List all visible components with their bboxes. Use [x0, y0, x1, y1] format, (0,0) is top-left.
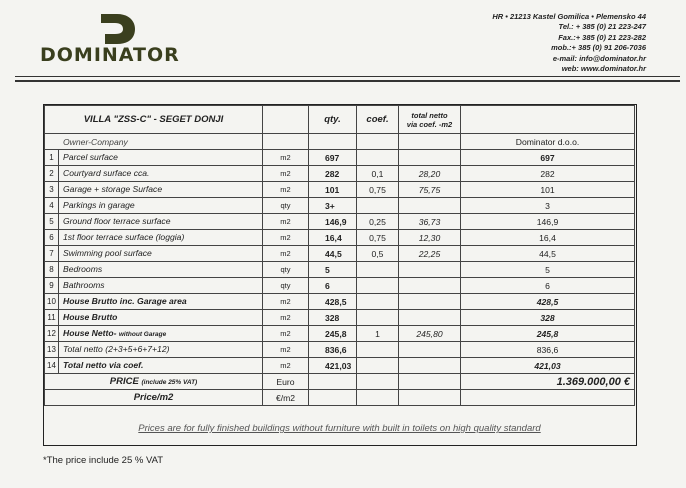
contact-email: e-mail: info@dominator.hr	[552, 53, 646, 63]
table-row	[45, 214, 635, 230]
row-label-cell	[45, 150, 263, 166]
row-unit: m2	[263, 342, 309, 358]
header-net	[399, 106, 461, 134]
row-unit: m2	[263, 294, 309, 310]
row-label: Courtyard surface cca.	[63, 168, 150, 178]
row-unit: qty	[263, 262, 309, 278]
row-coef: 1	[357, 326, 399, 342]
price-label: PRICE	[109, 376, 139, 387]
table-row	[45, 342, 635, 358]
row-number: 9	[45, 278, 59, 293]
row-price: 44,5	[461, 246, 635, 262]
row-unit: m2	[263, 214, 309, 230]
row-net: 245,80	[399, 326, 461, 342]
price-m2-row	[45, 390, 635, 406]
table-row	[45, 310, 635, 326]
price-sheet	[43, 104, 637, 446]
row-net	[399, 342, 461, 358]
price-value: 1.369.000,00 €	[461, 374, 635, 390]
header-net-line2: via coef. -m2	[406, 119, 453, 129]
row-label: Total netto via coef.	[63, 360, 144, 370]
row-price: 245,8	[461, 326, 635, 342]
row-label: House Netto-	[63, 328, 117, 338]
contact-fax: Fax.:+ 385 (0) 21 223-282	[558, 32, 646, 42]
row-qty: 328	[309, 310, 357, 326]
row-label-cell	[45, 246, 263, 262]
row-price: 6	[461, 278, 635, 294]
row-coef	[357, 278, 399, 294]
vat-footnote: *The price include 25 % VAT	[43, 455, 164, 466]
table-row	[45, 278, 635, 294]
row-label-cell	[45, 294, 263, 310]
row-number: 3	[45, 182, 59, 197]
row-label-cell	[45, 310, 263, 326]
row-number: 5	[45, 214, 59, 229]
row-number: 12	[45, 326, 59, 341]
table-title: VILLA "ZSS-C" - SEGET DONJI	[45, 106, 263, 134]
row-coef	[357, 358, 399, 374]
row-label-cell	[45, 262, 263, 278]
row-label-cell	[45, 358, 263, 374]
row-qty: 16,4	[309, 230, 357, 246]
row-unit: m2	[263, 150, 309, 166]
row-price: 428,5	[461, 294, 635, 310]
table-row	[45, 246, 635, 262]
row-net: 12,30	[399, 230, 461, 246]
row-price: 697	[461, 150, 635, 166]
price-m2-label: Price/m2	[45, 390, 263, 406]
row-net	[399, 198, 461, 214]
header-unit-cell	[263, 106, 309, 134]
contact-address: HR • 21213 Kastel Gomilica • Plemensko 44	[492, 12, 646, 21]
row-label: House Brutto inc. Garage area	[63, 296, 187, 306]
row-price: 836,6	[461, 342, 635, 358]
table-row	[45, 326, 635, 342]
table-row	[45, 230, 635, 246]
row-coef: 0,1	[357, 166, 399, 182]
row-qty: 282	[309, 166, 357, 182]
header-net-line1: total netto	[411, 110, 448, 120]
table-row	[45, 198, 635, 214]
row-qty: 5	[309, 262, 357, 278]
row-price: 421,03	[461, 358, 635, 374]
header-rule-top	[15, 76, 680, 77]
row-net	[399, 358, 461, 374]
price-row	[45, 374, 635, 390]
row-coef	[357, 198, 399, 214]
row-label: Swimming pool surface	[63, 248, 152, 258]
row-label-cell	[45, 182, 263, 198]
row-price: 101	[461, 182, 635, 198]
row-label-cell	[45, 278, 263, 294]
row-number: 2	[45, 166, 59, 181]
spec-table	[44, 105, 635, 406]
row-qty: 245,8	[309, 326, 357, 342]
row-net: 28,20	[399, 166, 461, 182]
row-coef: 0,75	[357, 182, 399, 198]
row-net: 22,25	[399, 246, 461, 262]
row-qty: 428,5	[309, 294, 357, 310]
row-label: Parkings in garage	[63, 200, 135, 210]
row-label: House Brutto	[63, 312, 118, 322]
row-label: Total netto (2+3+5+6+7+12)	[63, 344, 170, 354]
header-price-cell	[461, 106, 635, 134]
row-label: Bathrooms	[63, 280, 105, 290]
row-label-cell	[45, 198, 263, 214]
row-label-sub: without Garage	[118, 331, 167, 338]
row-label-cell	[45, 326, 263, 342]
row-label: Parcel surface	[63, 152, 118, 162]
table-row	[45, 166, 635, 182]
contact-info	[492, 12, 646, 74]
table-row	[45, 358, 635, 374]
row-unit: m2	[263, 246, 309, 262]
row-qty: 146,9	[309, 214, 357, 230]
contact-web: web: www.dominator.hr	[561, 64, 646, 74]
row-coef: 0,75	[357, 230, 399, 246]
row-coef	[357, 262, 399, 278]
row-unit: m2	[263, 230, 309, 246]
row-net: 75,75	[399, 182, 461, 198]
header-coef: coef.	[357, 106, 399, 134]
brand-name: DOMINATOR	[40, 44, 180, 66]
owner-value: Dominator d.o.o.	[461, 134, 635, 150]
row-qty: 3+	[309, 198, 357, 214]
contact-tel: Tel.: + 385 (0) 21 223-247	[558, 22, 646, 32]
contact-mobile: mob.:+ 385 (0) 91 206-7036	[551, 43, 646, 53]
row-qty: 836,6	[309, 342, 357, 358]
row-unit: m2	[263, 310, 309, 326]
row-unit: qty	[263, 278, 309, 294]
row-price: 5	[461, 262, 635, 278]
row-number: 11	[45, 310, 59, 325]
row-number: 13	[45, 342, 59, 357]
header-rule-bottom	[15, 80, 680, 82]
row-coef	[357, 342, 399, 358]
row-label: 1st floor terrace surface (loggia)	[63, 232, 185, 242]
row-price: 3	[461, 198, 635, 214]
row-price: 146,9	[461, 214, 635, 230]
row-unit: m2	[263, 358, 309, 374]
row-number: 8	[45, 262, 59, 277]
row-net	[399, 150, 461, 166]
row-unit: m2	[263, 166, 309, 182]
owner-row	[45, 134, 635, 150]
row-number: 1	[45, 150, 59, 165]
row-unit: m2	[263, 326, 309, 342]
row-price: 16,4	[461, 230, 635, 246]
table-row	[45, 262, 635, 278]
table-note: Prices are for fully finished buildings without furniture with built in toilets on high quality standard	[138, 423, 541, 434]
row-label-cell	[45, 342, 263, 358]
row-coef	[357, 294, 399, 310]
table-row	[45, 150, 635, 166]
row-label-cell	[45, 230, 263, 246]
row-price: 282	[461, 166, 635, 182]
price-unit: Euro	[263, 374, 309, 390]
row-coef	[357, 310, 399, 326]
table-row	[45, 294, 635, 310]
row-qty: 101	[309, 182, 357, 198]
table-header-row	[45, 106, 635, 134]
row-number: 14	[45, 358, 59, 373]
row-qty: 44,5	[309, 246, 357, 262]
table-row	[45, 182, 635, 198]
row-price: 328	[461, 310, 635, 326]
row-number: 4	[45, 198, 59, 213]
row-coef: 0,5	[357, 246, 399, 262]
row-qty: 697	[309, 150, 357, 166]
row-label: Bedrooms	[63, 264, 103, 274]
row-qty: 6	[309, 278, 357, 294]
row-label: Garage + storage Surface	[63, 184, 163, 194]
company-logo	[40, 12, 200, 46]
owner-label: Owner-Company	[45, 134, 263, 150]
row-coef: 0,25	[357, 214, 399, 230]
row-unit: m2	[263, 182, 309, 198]
row-net	[399, 294, 461, 310]
row-net	[399, 262, 461, 278]
row-coef	[357, 150, 399, 166]
row-number: 10	[45, 294, 59, 309]
row-qty: 421,03	[309, 358, 357, 374]
price-label-cell	[45, 374, 263, 390]
row-number: 7	[45, 246, 59, 261]
price-m2-unit: €/m2	[263, 390, 309, 406]
row-net	[399, 310, 461, 326]
row-label-cell	[45, 166, 263, 182]
row-label-cell	[45, 214, 263, 230]
row-label: Ground floor terrace surface	[63, 216, 171, 226]
row-net	[399, 278, 461, 294]
price-sub: (include 25% VAT)	[141, 379, 198, 386]
row-number: 6	[45, 230, 59, 245]
row-net: 36,73	[399, 214, 461, 230]
header-qty: qty.	[309, 106, 357, 134]
row-unit: qty	[263, 198, 309, 214]
